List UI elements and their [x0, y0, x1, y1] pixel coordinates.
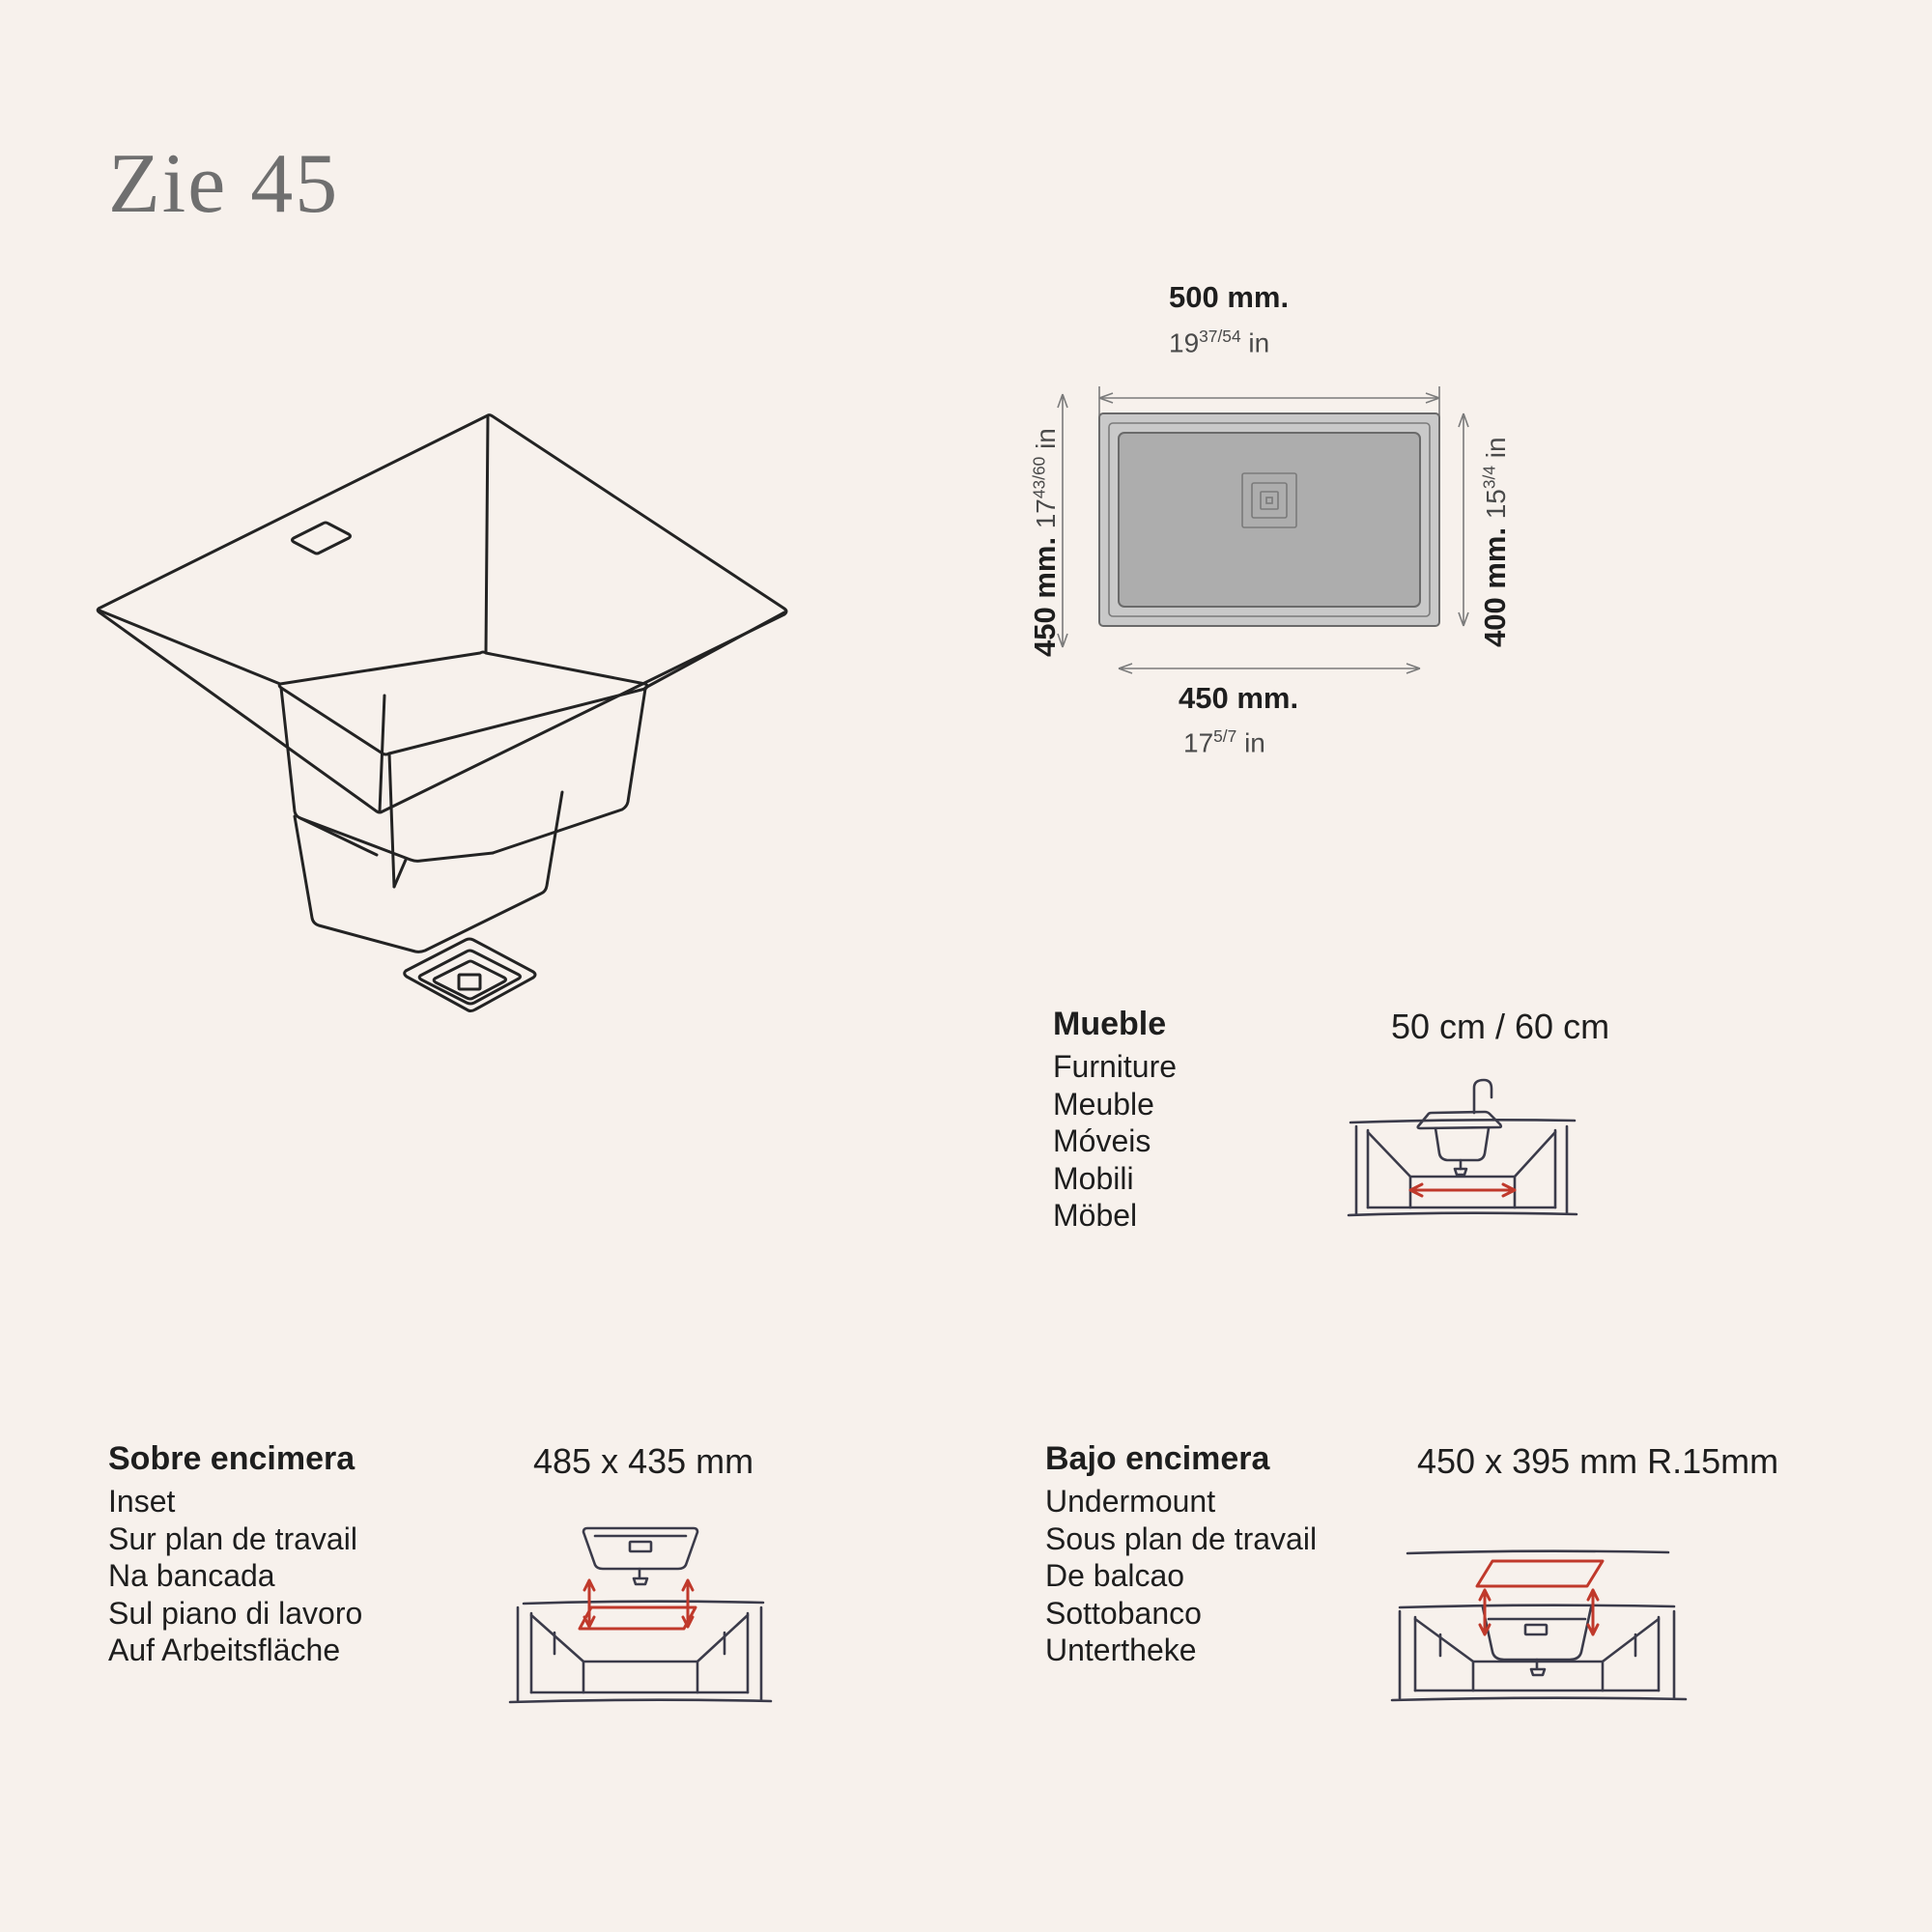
furniture-translation-0: Furniture — [1053, 1049, 1178, 1085]
bottom-bowl-width-inches-unit: in — [1236, 727, 1265, 758]
furniture-translation-3: Mobili — [1053, 1160, 1134, 1196]
undermount-section — [1045, 1439, 1876, 1758]
undermount-translation-1: Sous plan de travail — [1045, 1520, 1318, 1556]
inset-translation-1: Sur plan de travail — [108, 1520, 357, 1556]
top-width-inches-fraction: 37/54 — [1199, 327, 1241, 346]
inset-section — [108, 1439, 881, 1758]
left-depth-inches-fraction: 43/60 — [1029, 456, 1049, 499]
bottom-bowl-width-inches — [1183, 726, 1265, 758]
top-width-mm: 500 mm. — [1169, 280, 1290, 314]
undermount-labels — [1045, 1439, 1317, 1668]
bottom-bowl-width-inches-fraction: 5/7 — [1213, 726, 1237, 746]
sink-perspective-sketch — [87, 406, 850, 1082]
inset-title: Sobre encimera — [108, 1440, 355, 1477]
right-bowl-depth-mm — [1478, 437, 1513, 647]
top-view-dimension-drawing — [1024, 280, 1623, 908]
furniture-cabinet-sketch — [1343, 1072, 1584, 1227]
furniture-labels — [1053, 1005, 1177, 1234]
left-depth-inches-unit: in — [1031, 428, 1061, 457]
inset-translation-4: Auf Arbeitsfläche — [108, 1633, 341, 1668]
undermount-translation-4: Untertheke — [1045, 1633, 1197, 1668]
undermount-installation-sketch — [1378, 1507, 1697, 1710]
inset-installation-sketch — [495, 1507, 784, 1710]
undermount-translation-0: Undermount — [1045, 1484, 1216, 1520]
top-width-inches-unit: in — [1240, 327, 1270, 358]
inset-translation-3: Sul piano di lavoro — [108, 1595, 363, 1631]
undermount-translation-3: Sottobanco — [1045, 1595, 1202, 1631]
inset-labels — [108, 1439, 362, 1668]
right-bowl-depth-inches-fraction: 3/4 — [1479, 466, 1499, 490]
top-width-inches — [1169, 327, 1269, 358]
furniture-size-note: 50 cm / 60 cm — [1391, 1007, 1610, 1046]
right-bowl-depth-mm-text: 400 mm. — [1478, 526, 1512, 647]
right-bowl-depth-inches-whole: 15 — [1481, 489, 1511, 520]
page-title: Zie 45 — [108, 137, 340, 231]
bottom-bowl-width-inches-whole: 17 — [1183, 727, 1214, 758]
top-width-inches-whole: 19 — [1169, 327, 1200, 358]
left-depth-inches-whole: 17 — [1031, 498, 1061, 529]
furniture-section — [1053, 1005, 1826, 1304]
undermount-size-note: 450 x 395 mm R.15mm — [1417, 1441, 1779, 1481]
undermount-translation-2: De balcao — [1045, 1558, 1185, 1594]
left-depth-mm-text: 450 mm. — [1028, 536, 1062, 657]
inset-size-note: 485 x 435 mm — [533, 1441, 754, 1481]
furniture-translation-1: Meuble — [1053, 1086, 1154, 1122]
furniture-title: Mueble — [1053, 1006, 1167, 1042]
left-depth-mm — [1028, 428, 1063, 657]
bottom-bowl-width-mm: 450 mm. — [1179, 681, 1299, 715]
furniture-translation-4: Möbel — [1053, 1198, 1138, 1234]
right-bowl-depth-inches — [1481, 437, 1511, 519]
inset-translation-2: Na bancada — [108, 1558, 275, 1594]
furniture-translation-2: Móveis — [1053, 1123, 1151, 1159]
left-depth-inches — [1031, 428, 1061, 528]
undermount-title: Bajo encimera — [1045, 1440, 1270, 1477]
inset-translation-0: Inset — [108, 1484, 176, 1520]
right-bowl-depth-inches-unit: in — [1481, 437, 1511, 466]
